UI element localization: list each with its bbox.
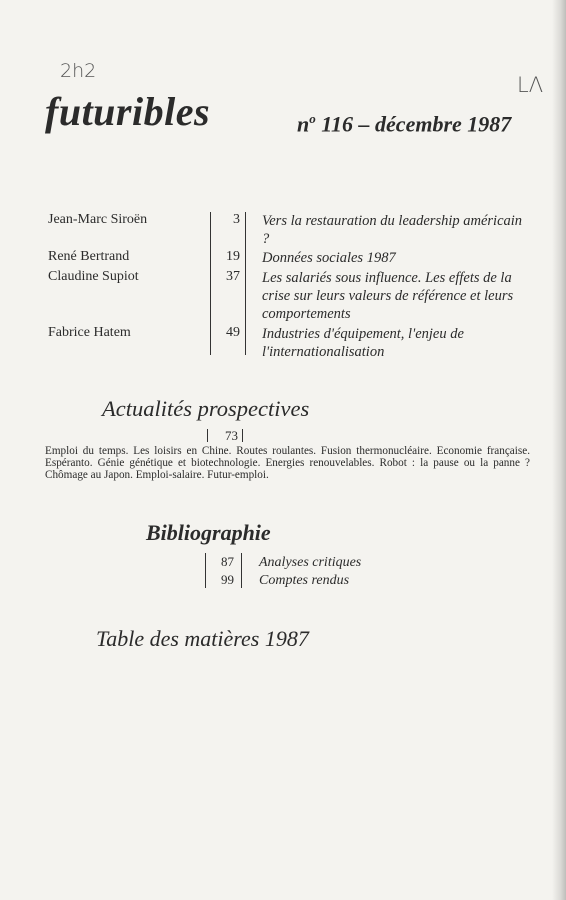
actualites-left-rule [207, 429, 208, 442]
bibliographie-heading: Bibliographie [146, 520, 271, 545]
actualites-heading: Actualités prospectives [102, 396, 310, 421]
article-title: Les salariés sous influence. Les effets de la crise sur leurs valeurs de référence et leurs comportements [262, 270, 514, 322]
table-des-matieres-heading: Table des matières 1987 [96, 626, 309, 651]
article-title: Vers la restauration du leadership américain ? [262, 213, 523, 247]
handwritten-note-left: 2h2 [60, 60, 97, 82]
article-author: Fabrice Hatem [48, 325, 131, 340]
article-title: Industries d'équipement, l'enjeu de l'internationalisation [262, 326, 464, 360]
article-author: René Bertrand [48, 249, 130, 264]
article-author: Claudine Supiot [48, 269, 139, 284]
bibliographie-left-rule [205, 553, 206, 588]
actualites-summary: Emploi du temps. Les loisirs en Chine. Routes roulantes. Fusion thermonucléaire. Economie française. Espéranto. Génie génétique et biotechnologie. Energies renouvelables. Robot : la pause ou la panne ? Chômage au Japon. Emploi-salaire. Futur-emploi. [45, 445, 530, 481]
bibliographie-page: 99 [221, 572, 234, 587]
article-page: 37 [226, 269, 240, 284]
toc-left-rule [210, 212, 211, 355]
article-page: 3 [233, 212, 240, 227]
article-page: 49 [226, 325, 240, 340]
issue-number: $n^o$ 116 – décembre 1987 [297, 111, 512, 137]
page-edge-shadow [552, 0, 566, 900]
bibliographie-page: 87 [221, 554, 234, 569]
handwritten-note-right: LΛ [517, 73, 544, 97]
bibliographie-label: Analyses critiques [259, 555, 362, 570]
magazine-title: futuribles [45, 89, 211, 134]
article-author: Jean-Marc Siroën [48, 212, 148, 227]
bibliographie-right-rule [241, 553, 242, 588]
bibliographie-label: Comptes rendus [259, 573, 350, 588]
article-title: Données sociales 1987 [262, 250, 396, 266]
toc-right-rule [245, 212, 246, 355]
actualites-right-rule [242, 429, 243, 442]
article-page: 19 [226, 249, 240, 264]
actualites-page: 73 [225, 428, 238, 443]
